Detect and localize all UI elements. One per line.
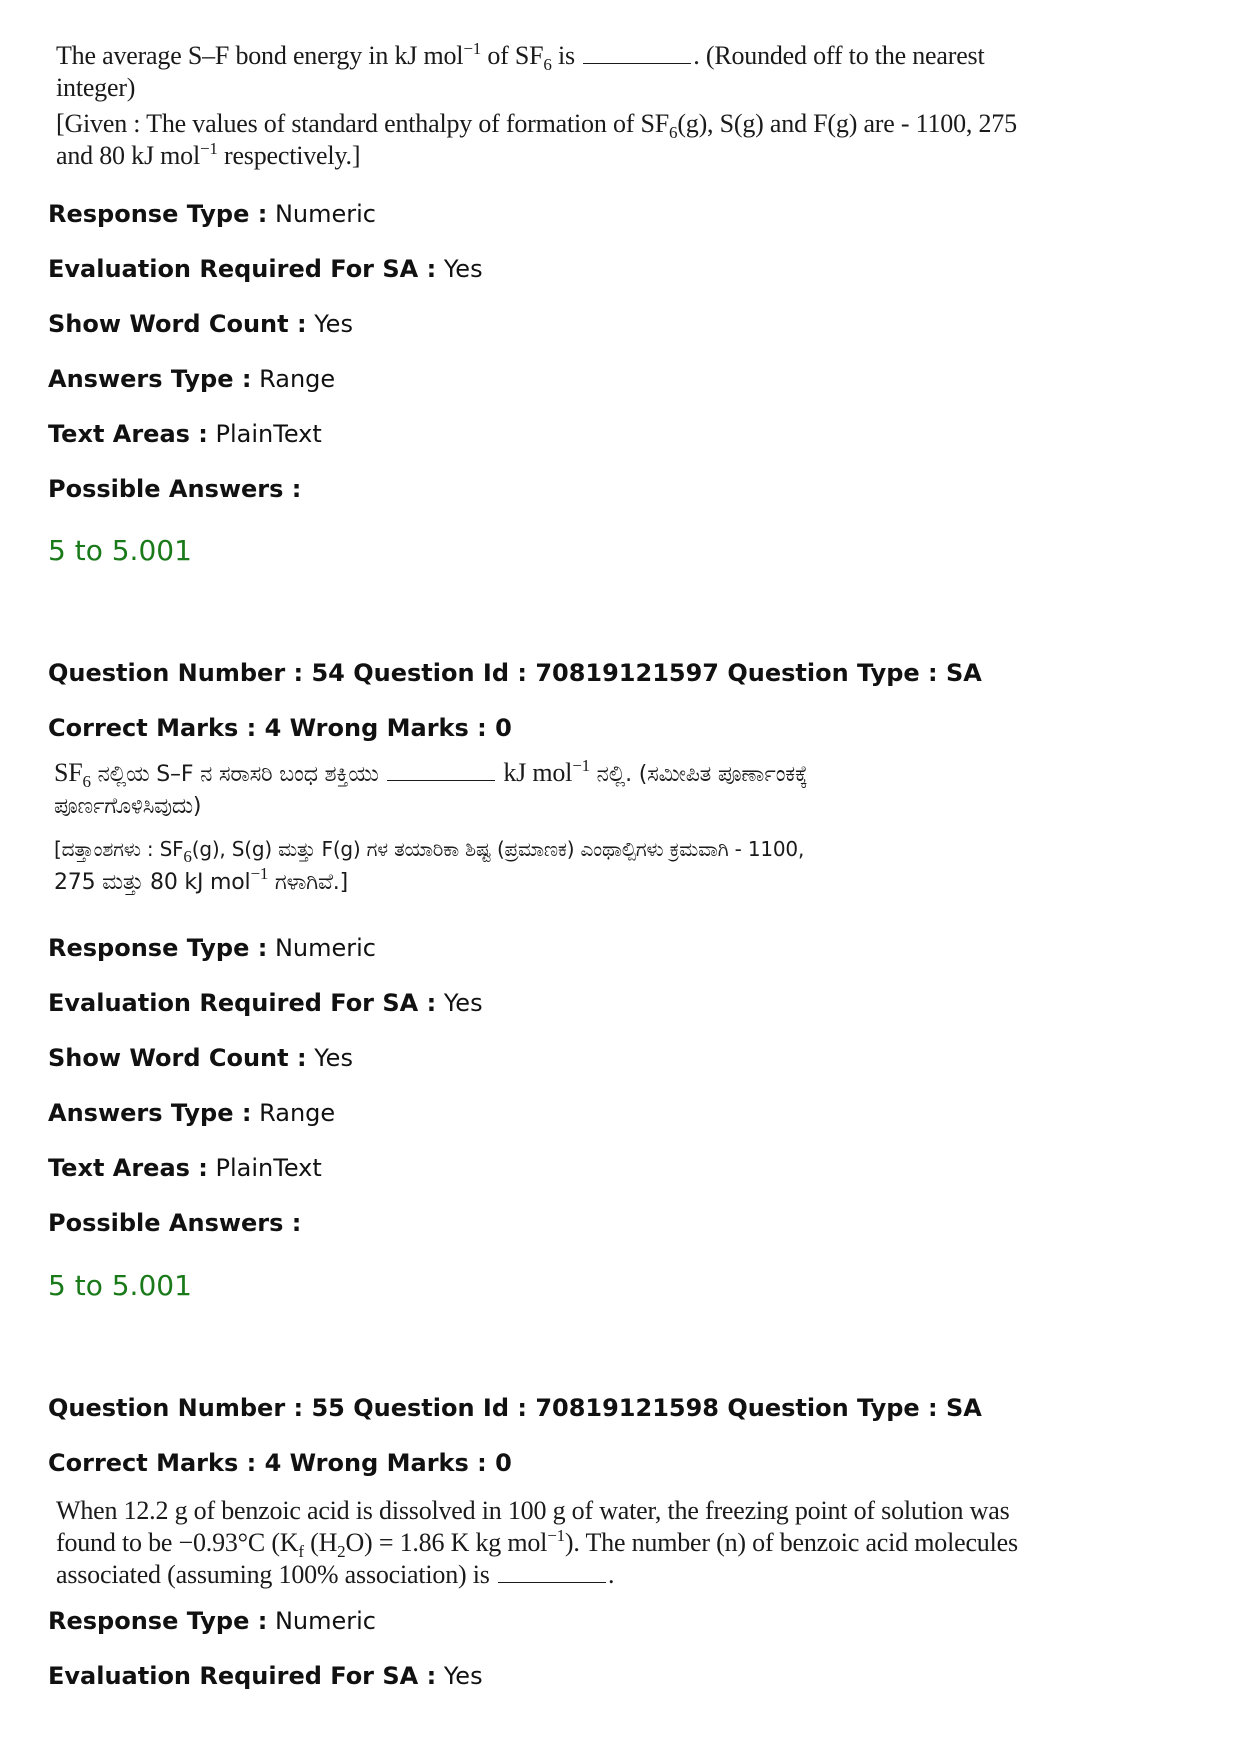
possible-answers-label: Possible Answers : xyxy=(48,1209,302,1237)
q53-line-3: [Given : The values of standard enthalpy of formation of $SF_6(g)$, S(g) and F(g) are - 1100, 275 xyxy=(56,109,1017,142)
evaluation-required-field: Evaluation Required For SA : Yes xyxy=(48,989,483,1017)
q55-line-2: found to be −0.93°C ($K_f$ $(H_2O) = 1.86$ K kg mol$^{-1}$). The number (n) of benzoic acid molecules xyxy=(56,1526,1018,1561)
answers-type-field: Answers Type : Range xyxy=(48,365,336,393)
q55-line-3: associated (assuming 100% association) is . xyxy=(56,1560,615,1589)
answer-blank xyxy=(387,760,495,781)
question-54-marks: Correct Marks : 4 Wrong Marks : 0 xyxy=(48,714,512,742)
q54-line-3: [ದತ್ತಾಂಶಗಳು : $SF_6(g)$, S(g) ಮತ್ತು F(g) ಗಳ ತಯಾರಿಕಾ ಶಿಷ್ಟ (ಪ್ರಮಾಣಕ) ಎಂಥಾಲ್ಪಿಗಳು ಕ್ರಮವಾಗಿ - 1100, xyxy=(54,837,805,866)
question-55-marks: Correct Marks : 4 Wrong Marks : 0 xyxy=(48,1449,512,1477)
show-word-count-field: Show Word Count : Yes xyxy=(48,1044,353,1072)
text-areas-field: Text Areas : PlainText xyxy=(48,420,322,448)
question-54-header: Question Number : 54 Question Id : 70819121597 Question Type : SA xyxy=(48,659,982,687)
response-type-field: Response Type : Numeric xyxy=(48,1607,376,1635)
evaluation-required-field: Evaluation Required For SA : Yes xyxy=(48,1662,483,1690)
answers-type-field: Answers Type : Range xyxy=(48,1099,336,1127)
q53-line-2: integer) xyxy=(56,73,136,102)
q54-line-2: ಪೂರ್ಣಗೊಳಿಸಿವುದು) xyxy=(54,794,202,819)
q53-line-4: and 80 kJ mol$^{-1}$ respectively.] xyxy=(56,139,361,170)
question-53-statement xyxy=(56,39,1017,172)
possible-answers-label: Possible Answers : xyxy=(48,475,302,503)
question-55-header: Question Number : 55 Question Id : 70819121598 Question Type : SA xyxy=(48,1394,982,1422)
q54-line-1: $SF_6$ ನಲ್ಲಿಯ S–F ನ ಸರಾಸರಿ ಬಂಧ ಶಕ್ತಿಯು kJ mol$^{-1}$ ನಲ್ಲಿ. (ಸಮೀಪಿತ ಪೂರ್ಣಾಂಕಕ್ಕೆ xyxy=(54,756,808,791)
response-type-field: Response Type : Numeric xyxy=(48,934,376,962)
evaluation-required-field: Evaluation Required For SA : Yes xyxy=(48,255,483,283)
text-areas-field: Text Areas : PlainText xyxy=(48,1154,322,1182)
response-type-field: Response Type : Numeric xyxy=(48,200,376,228)
q55-line-1: When 12.2 g of benzoic acid is dissolved in 100 g of water, the freezing point of solution was xyxy=(56,1496,1010,1525)
q54-line-4: 275 ಮತ್ತು 80 kJ mol$^{-1}$ ಗಳಾಗಿವೆ.] xyxy=(54,864,348,895)
answer-blank xyxy=(498,1562,606,1583)
possible-answer-value: 5 to 5.001 xyxy=(48,534,192,567)
possible-answer-value: 5 to 5.001 xyxy=(48,1269,192,1302)
q53-line-1: The average S–F bond energy in kJ mol$^{-1}$ of $SF_6$ is . (Rounded off to the nearest xyxy=(56,39,985,74)
question-54-statement xyxy=(54,757,954,899)
answer-blank xyxy=(583,43,691,64)
show-word-count-field: Show Word Count : Yes xyxy=(48,310,353,338)
question-55-statement xyxy=(56,1495,1018,1591)
